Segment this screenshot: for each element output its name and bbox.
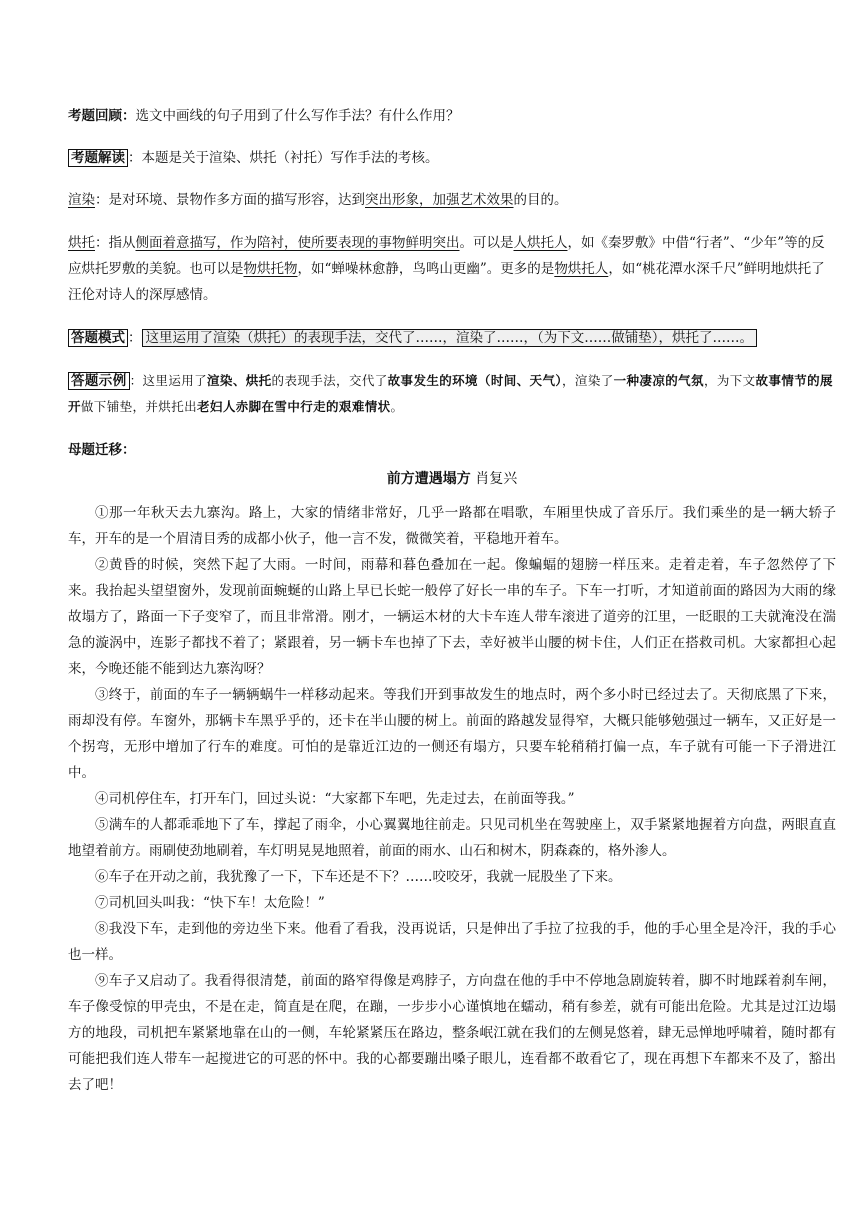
setoff-text-1: ：指从 <box>95 235 136 251</box>
article-body <box>68 500 836 1098</box>
example-label: 答题示例 <box>68 372 130 390</box>
rendering-term: 渲染 <box>68 192 95 208</box>
pattern-colon: ： <box>128 330 142 346</box>
example-text-5: 做下铺垫，并烘托出 <box>80 399 198 414</box>
rendering-definition <box>68 188 836 212</box>
example-colon: ： <box>129 373 143 388</box>
example-text-2: 的表现手法，交代了 <box>271 373 388 388</box>
review-label: 考题回顾： <box>68 108 136 124</box>
article-paragraph: ①那一年秋天去九寨沟。路上，大家的情绪非常好，几乎一路都在唱歌，车厢里快成了音乐厅。我们乘坐的是一辆大轿子车，开车的是一个眉清目秀的成都小伙子，他一言不发，微微笑着，平稳地开着车。 <box>68 505 836 547</box>
article-author: 肖复兴 <box>475 471 518 487</box>
article-paragraph: ⑦司机回头叫我：“快下车！太危险！” <box>95 895 325 911</box>
analysis-line <box>68 146 836 170</box>
rendering-text-2: 的目的。 <box>513 192 568 208</box>
example-bold-2: 故事发生的环境（时间、天气） <box>387 373 563 388</box>
example-text-3: ，渲染了 <box>562 373 614 388</box>
setoff-term: 烘托 <box>68 235 95 251</box>
example-line <box>68 368 836 420</box>
example-text-6: 。 <box>390 399 404 414</box>
rendering-text-1: ：是对环境、景物作多方面的描写形容，达到 <box>95 192 365 208</box>
review-text: 选文中画线的句子用到了什么写作手法？有什么作用？ <box>135 108 460 124</box>
analysis-text: 本题是关于渲染、烘托（衬托）写作手法的考核。 <box>141 150 439 166</box>
analysis-colon: ： <box>128 150 142 166</box>
setoff-underline-2: 人烘托人 <box>513 235 568 251</box>
article-paragraph: ⑨车子又启动了。我看得很清楚，前面的路窄得像是鸡脖子，方向盘在他的手中不停地急剧旋转着，脚不时地踩着刹车闸，车子像受惊的甲壳虫，不是在走，简直是在爬，在蹦，一步步小心谨慎地在蠕动，稍有参差，就有可能出危险。尤其是过江边塌方的地段，司机把车紧紧地靠在山的一侧，车轮紧紧压在路边，整条岷江就在我们的左侧晃悠着，肆无忌惮地呼啸着，随时都有可能把我们连人带车一起搅进它的可恶的怀中。我的心都要蹦出嗓子眼儿，连看都不敢看它了，现在再想下车都来不及了，豁出去了吧！ <box>68 973 836 1093</box>
transfer-heading: 母题迁移： <box>68 442 136 458</box>
article-paragraph: ③终于，前面的车子一辆辆蜗牛一样移动起来。等我们开到事故发生的地点时，两个多小时已经过去了。天彻底黑了下来，雨却没有停。车窗外，那辆卡车黑乎乎的，还卡在半山腰的树上。前面的路越发显得窄，大概只能够勉强过一辆车，又正好是一个拐弯，无形中增加了行车的难度。可怕的是靠近江边的一侧还有塌方，只要车轮稍稍打偏一点，车子就有可能一下子滑进江中。 <box>68 687 836 781</box>
article-paragraph: ②黄昏的时候，突然下起了大雨。一时间，雨幕和暮色叠加在一起。像蝙蝠的翅膀一样压来。走着走着，车子忽然停了下来。我抬起头望望窗外，发现前面蜿蜒的山路上早已长蛇一般停了好长一串的车子。下车一打听，才知道前面的路因为大雨的缘故塌方了，路面一下子变窄了，而且非常滑。刚才，一辆运木材的大卡车连人带车滚进了道旁的江里，一眨眼的工夫就淹没在湍急的漩涡中，连影子都找不着了；紧跟着，另一辆卡车也掉了下去，幸好被半山腰的树卡住，人们正在搭救司机。大家都担心起来，今晚还能不能到达九寨沟呀？ <box>68 557 836 677</box>
review-line <box>68 104 836 128</box>
setoff-text-3: ，如《秦罗敷》中借“行者”、“少年”等的反应烘托罗敷的美貌。也可以是 <box>68 235 825 277</box>
setoff-definition <box>68 230 836 308</box>
example-text-4: ，为下文 <box>703 373 756 388</box>
setoff-text-4: ，如“蝉噪林愈静，鸟鸣山更幽”。更多的是 <box>297 261 555 277</box>
article-title: 前方遭遇塌方 <box>386 471 471 487</box>
example-text-1: 这里运用了 <box>142 373 208 388</box>
example-bold-3: 一种凄凉的气氛 <box>613 373 704 388</box>
setoff-text-5: ，如“桃花潭水深千尺”鲜明地烘托了汪伦对诗人的深厚感情。 <box>68 261 825 303</box>
document-page <box>68 104 836 1098</box>
article-paragraph: ⑤满车的人都乖乖地下了车，撑起了雨伞，小心翼翼地往前走。只见司机坐在驾驶座上，双手紧紧地握着方向盘，两眼直直地望着前方。雨刷使劲地刷着，车灯明晃晃地照着，前面的雨水、山石和树木，阴森森的，格外渗人。 <box>68 817 836 859</box>
article-paragraph: ⑥车子在开动之前，我犹豫了一下，下车还是不下？……咬咬牙，我就一屁股坐了下来。 <box>95 869 622 885</box>
pattern-line <box>68 326 836 350</box>
example-bold-1: 渲染、烘托 <box>207 373 272 388</box>
analysis-label: 考题解读 <box>68 149 128 167</box>
rendering-highlight: 突出形象，加强艺术效果 <box>365 192 514 208</box>
article-title-line <box>68 468 836 488</box>
example-bold-5: 老妇人赤脚在雪中行走的艰难情状 <box>197 399 391 414</box>
setoff-underline-4: 物烘托人 <box>554 261 609 277</box>
article-paragraph: ④司机停住车，打开车门，回过头说：“大家都下车吧，先走过去，在前面等我。” <box>95 791 575 807</box>
example-bold-4: 故事情节的展开 <box>68 373 833 414</box>
pattern-label: 答题模式 <box>68 329 128 347</box>
article-paragraph: ⑧我没下车，走到他的旁边坐下来。他看了看我，没再说话，只是伸出了手拉了拉我的手，他的手心里全是冷汗，我的手心也一样。 <box>68 921 836 963</box>
setoff-underline-3: 物烘托物 <box>243 261 298 277</box>
setoff-text-2: 。可以是 <box>459 235 514 251</box>
pattern-template-box: 这里运用了渲染（烘托）的表现手法，交代了……，渲染了……，（为下文……做铺垫），烘托了……。 <box>142 329 758 347</box>
setoff-underline-1: 侧面着意描写，作为陪衬，使所要表现的事物鲜明突出 <box>135 235 460 251</box>
